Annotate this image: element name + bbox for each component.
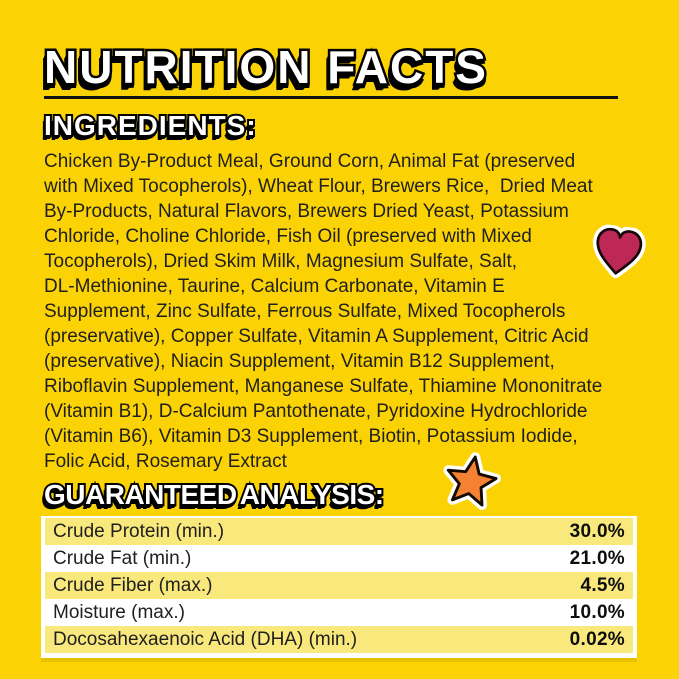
- ingredients-line: Folic Acid, Rosemary Extract: [44, 451, 287, 472]
- guaranteed-analysis-heading: GUARANTEED ANALYSIS:: [44, 479, 384, 510]
- analysis-value: 10.0%: [569, 601, 625, 623]
- ingredients-line: By-Products, Natural Flavors, Brewers Dried Yeast, Potassium: [44, 201, 569, 222]
- ingredients-line: with Mixed Tocopherols), Wheat Flour, Brewers Rice, Dried Meat: [44, 176, 593, 197]
- ingredients-line: Riboflavin Supplement, Manganese Sulfate, Thiamine Mononitrate: [44, 376, 603, 397]
- guaranteed-analysis-table: [41, 516, 637, 658]
- title-underline: [44, 96, 618, 99]
- analysis-value: 0.02%: [569, 628, 625, 650]
- table-row: [45, 626, 633, 653]
- analysis-label: Crude Fat (min.): [53, 547, 192, 569]
- ingredients-line: Chicken By-Product Meal, Ground Corn, Animal Fat (preserved: [44, 151, 576, 172]
- ingredients-line: Supplement, Zinc Sulfate, Ferrous Sulfate, Mixed Tocopherols: [44, 301, 566, 322]
- table-row: [45, 572, 633, 599]
- page-title: NUTRITION FACTS: [44, 41, 488, 93]
- table-row: [45, 545, 633, 572]
- ingredients-line: Tocopherols), Dried Skim Milk, Magnesium Sulfate, Salt,: [44, 251, 518, 272]
- table-row: [45, 599, 633, 626]
- analysis-label: Crude Fiber (max.): [53, 574, 213, 596]
- analysis-label: Moisture (max.): [53, 601, 185, 623]
- star-icon: [437, 447, 504, 514]
- ingredients-line: (Vitamin B6), Vitamin D3 Supplement, Biotin, Potassium Iodide,: [44, 426, 578, 447]
- ingredients-heading: INGREDIENTS:: [44, 110, 257, 141]
- analysis-label: Docosahexaenoic Acid (DHA) (min.): [53, 628, 358, 650]
- table-row: [45, 518, 633, 545]
- ingredients-line: (preservative), Niacin Supplement, Vitamin B12 Supplement,: [44, 351, 555, 372]
- ingredients-line: (preservative), Copper Sulfate, Vitamin A Supplement, Citric Acid: [44, 326, 589, 347]
- ingredients-line: Chloride, Choline Chloride, Fish Oil (preserved with Mixed: [44, 226, 532, 247]
- analysis-value: 30.0%: [569, 520, 625, 542]
- ingredients-paragraph: [44, 149, 644, 474]
- heart-icon: [588, 223, 648, 285]
- ingredients-line: DL-Methionine, Taurine, Calcium Carbonate, Vitamin E: [44, 276, 505, 297]
- analysis-value: 4.5%: [580, 574, 625, 596]
- ingredients-line: (Vitamin B1), D-Calcium Pantothenate, Pyridoxine Hydrochloride: [44, 401, 588, 422]
- analysis-value: 21.0%: [569, 547, 625, 569]
- analysis-label: Crude Protein (min.): [53, 520, 225, 542]
